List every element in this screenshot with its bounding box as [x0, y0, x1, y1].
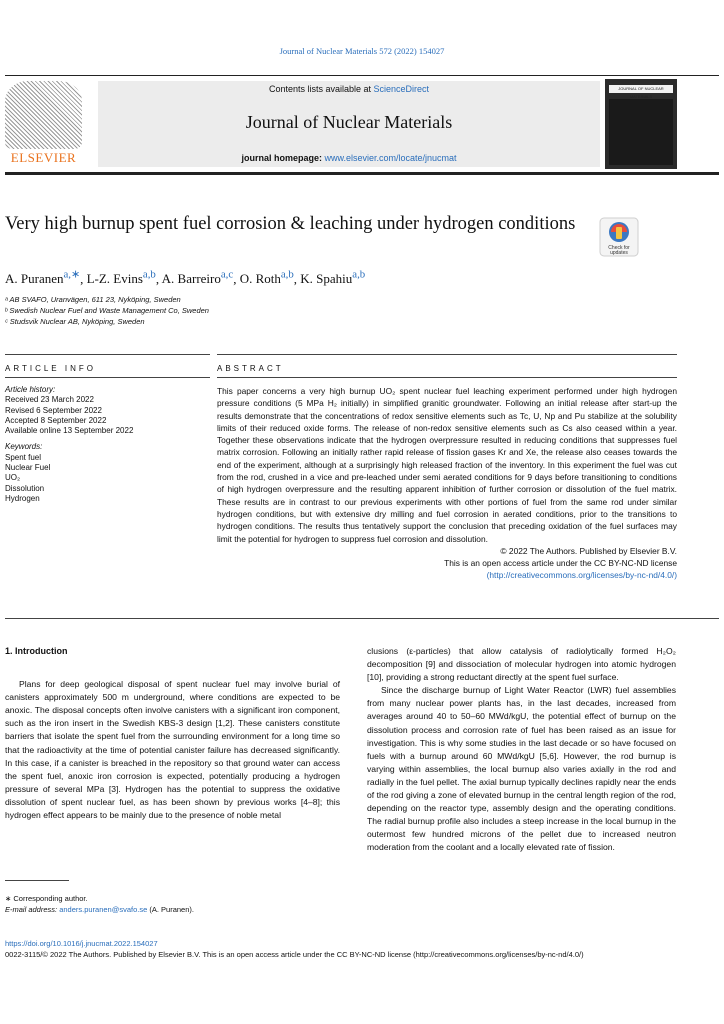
- elsevier-wordmark: ELSEVIER: [10, 150, 77, 165]
- elsevier-tree-icon: [5, 81, 82, 149]
- author[interactable]: A. Barreiro$^{a,c}$: [161, 269, 234, 287]
- license-line: This is an open access article under the CC BY-NC-ND license: [444, 558, 677, 569]
- paragraph: Since the discharge burnup of Light Water Reactor (LWR) fuel assemblies from many nuclear power plants has, in the last decades, increased from averages around 40 to 50–60 MWd/kgU, the potential effect of burnup on the dissolution process and corrosion rate of fuel has been raised as an issue for investigation. This is why some studies in the last decade or so have focused on fuels with a burnup around 60 MWd/kgU [5,6]. However, the rod burnup is varying within assemblies, the local burnup also varies axially in the rod and radially in the fuel pellet. The axial burnup typically declines rapidly near the ends of the rod giving a zone of elevated burnup in the central length region of the rod, depending on the reactor type, assembly design and the operating conditions. The radial burnup profile also includes a steep increase in the local burnup in the outermost few hundred microns of the pellet due to increased neutron moderation from the coolant and a locally elevated rate of fission.: [367, 685, 676, 853]
- abstract-rule: [217, 354, 677, 355]
- author[interactable]: K. Spahiu$^{a,b}$: [300, 269, 366, 287]
- affiliation: ᵇ Swedish Nuclear Fuel and Waste Management Co, Sweden: [5, 306, 209, 315]
- article-info: [5, 385, 210, 504]
- abstract-rule-2: [217, 377, 677, 378]
- license-link[interactable]: (http://creativecommons.org/licenses/by-nc-nd/4.0/): [486, 570, 677, 581]
- info-rule-2: [5, 377, 210, 378]
- journal-citation[interactable]: Journal of Nuclear Materials 572 (2022) 154027: [279, 46, 445, 56]
- corresponding-author: ∗ Corresponding author.: [5, 894, 88, 903]
- abstract-text: This paper concerns a very high burnup UO₂ spent nuclear fuel leaching experiment performed under high hydrogen pressure conditions (5 MPa H₂ initially) in simplified granitic groundwater. Following an initial release after start-up the results demonstrate that the concentrations of redox sensitive elements such as Tc, U, Np and Pu stabilize at the solubility limits of their reduced oxide forms. The release of non-redox sensitive elements such as Cs also ceased within a year. Together these observations indicate that the hydrogen overpressure resulted in reducing conditions that suppresses fuel matrix corrosion. Following an initially rather rapid release of fission gases Kr and Xe, the release also ceases towards the end of the experiment, although at a surprisingly high released fraction of the inventory. In this experiment the fuel was cut from the rod, crushed in a vice and pre-leached under semi aerated conditions for 9 days before transitioning to conditions of high hydrogen overpressure and the resulting apparent inhibition of further corrosion or dissolution of the fuel matrix. These results are in contrast to our previous experiments with other portions of fuel from the same rod under similar hydrogen conditions, but with extensive dry milling and fuel corrosion in aerated conditions, prior to the transitions to hydrogen conditions. The results thus tentatively support the conclusion that preceding oxidation of the fuel surfaces may limit the potential for hydrogen to suppress fuel corrosion and dissolution.: [217, 386, 677, 544]
- sciencedirect-link[interactable]: ScienceDirect: [373, 84, 430, 94]
- article-info-heading: ARTICLE INFO: [5, 364, 96, 373]
- header-rule-bottom: [5, 172, 719, 175]
- section-heading: 1. Introduction: [5, 646, 68, 656]
- affiliations: [5, 294, 209, 327]
- abstract-heading: ABSTRACT: [217, 364, 284, 373]
- body-column-right: [367, 645, 676, 855]
- body-column-left: [5, 645, 340, 822]
- copyright-line: © 2022 The Authors. Published by Elsevier B.V.: [500, 545, 677, 556]
- paragraph: Plans for deep geological disposal of spent nuclear fuel may involve burial of canisters approximately 500 m underground, where conditions are expected to be anoxic. The disposal concepts often involve canisters with a significant iron component, such as the iron insert in the Swedish KBS-3 design [1,2]. These canisters constitute barriers that isolate the spent fuel from the surrounding environment for a long time so that the radioactivity at the time of potential canister failure has decreased significantly. In this case, if a canister is breached in the repository so that ground water can access the spent fuel, anoxic iron corrosion is expected, potentially producing a hydrogen pressure of several MPa [3]. Hydrogen has the potential to suppress the oxidative dissolution of spent nuclear fuel, as has been shown by previous works [4–8]; this hydrogen effect appears to be mainly due to the presence of noble metal: [5, 679, 340, 821]
- keywords-label: Keywords:: [5, 442, 43, 452]
- keyword: Dissolution: [5, 483, 45, 493]
- header-rule-top: [5, 75, 719, 76]
- history-label: Article history:: [5, 385, 56, 394]
- svg-text:updates: updates: [610, 250, 628, 256]
- email-link[interactable]: anders.puranen@svafo.se: [59, 905, 148, 914]
- doi-link[interactable]: https://doi.org/10.1016/j.jnucmat.2022.154027: [5, 939, 158, 948]
- abstract: [217, 385, 677, 582]
- history-received: Received 23 March 2022: [5, 395, 94, 405]
- keyword: Hydrogen: [5, 493, 40, 503]
- affiliation: ᶜ Studsvik Nuclear AB, Nyköping, Sweden: [5, 317, 145, 326]
- author[interactable]: L-Z. Evins$^{a,b}$: [86, 269, 156, 287]
- paragraph-continued: clusions (ε-particles) that allow catalysis of radiolytically formed H₂O₂ decomposition [9] and dissociation of molecular hydrogen into atomic hydrogen [10], providing a strong reductant directly at the spent fuel surface.: [367, 646, 676, 683]
- history-online: Available online 13 September 2022: [5, 426, 134, 436]
- journal-homepage: journal homepage: www.elsevier.com/locate/jnucmat: [241, 153, 457, 163]
- section-rule: [5, 618, 719, 619]
- journal-cover-image[interactable]: [605, 79, 677, 169]
- keyword: UO₂: [5, 473, 21, 483]
- author[interactable]: A. Puranen$^{a,∗}$: [5, 269, 81, 287]
- homepage-link[interactable]: www.elsevier.com/locate/jnucmat: [324, 153, 457, 163]
- contents-line: Contents lists available at ScienceDirect: [268, 84, 430, 94]
- keyword: Nuclear Fuel: [5, 463, 51, 473]
- cover-artwork: [609, 99, 673, 165]
- page-footer: [5, 938, 719, 960]
- footnote: ∗ Corresponding author. E-mail address: anders.puranen@svafo.se (A. Puranen).: [5, 893, 340, 915]
- affiliation: ᵃ AB SVAFO, Uranvägen, 611 23, Nyköping, Sweden: [5, 295, 181, 304]
- check-for-updates-badge[interactable]: [599, 217, 639, 257]
- author[interactable]: O. Roth$^{a,b}$: [239, 269, 294, 287]
- keyword: Spent fuel: [5, 452, 42, 462]
- history-accepted: Accepted 8 September 2022: [5, 415, 107, 425]
- article-title: Very high burnup spent fuel corrosion & leaching under hydrogen conditions: [5, 214, 576, 234]
- footnote-rule: [5, 880, 69, 881]
- cover-title: JOURNAL OF NUCLEAR MATERIALS: [609, 85, 673, 93]
- svg-text:Check for: Check for: [608, 245, 630, 251]
- history-revised: Revised 6 September 2022: [5, 405, 102, 415]
- info-rule: [5, 354, 210, 355]
- journal-name: Journal of Nuclear Materials: [245, 112, 453, 132]
- crossmark-icon: [599, 217, 639, 257]
- author-list: A. Puranen$^{a,∗}$, L-Z. Evins$^{a,b}$, A. Barreiro$^{a,c}$, O. Roth$^{a,b}$, K. Spahiu$^{a,b}$: [5, 269, 366, 287]
- issn-line: 0022-3115/© 2022 The Authors. Published by Elsevier B.V. This is an open access article under the CC BY-NC-ND license (http://creativecommons.org/licenses/by-nc-nd/4.0/): [5, 950, 584, 959]
- elsevier-logo[interactable]: [5, 81, 82, 167]
